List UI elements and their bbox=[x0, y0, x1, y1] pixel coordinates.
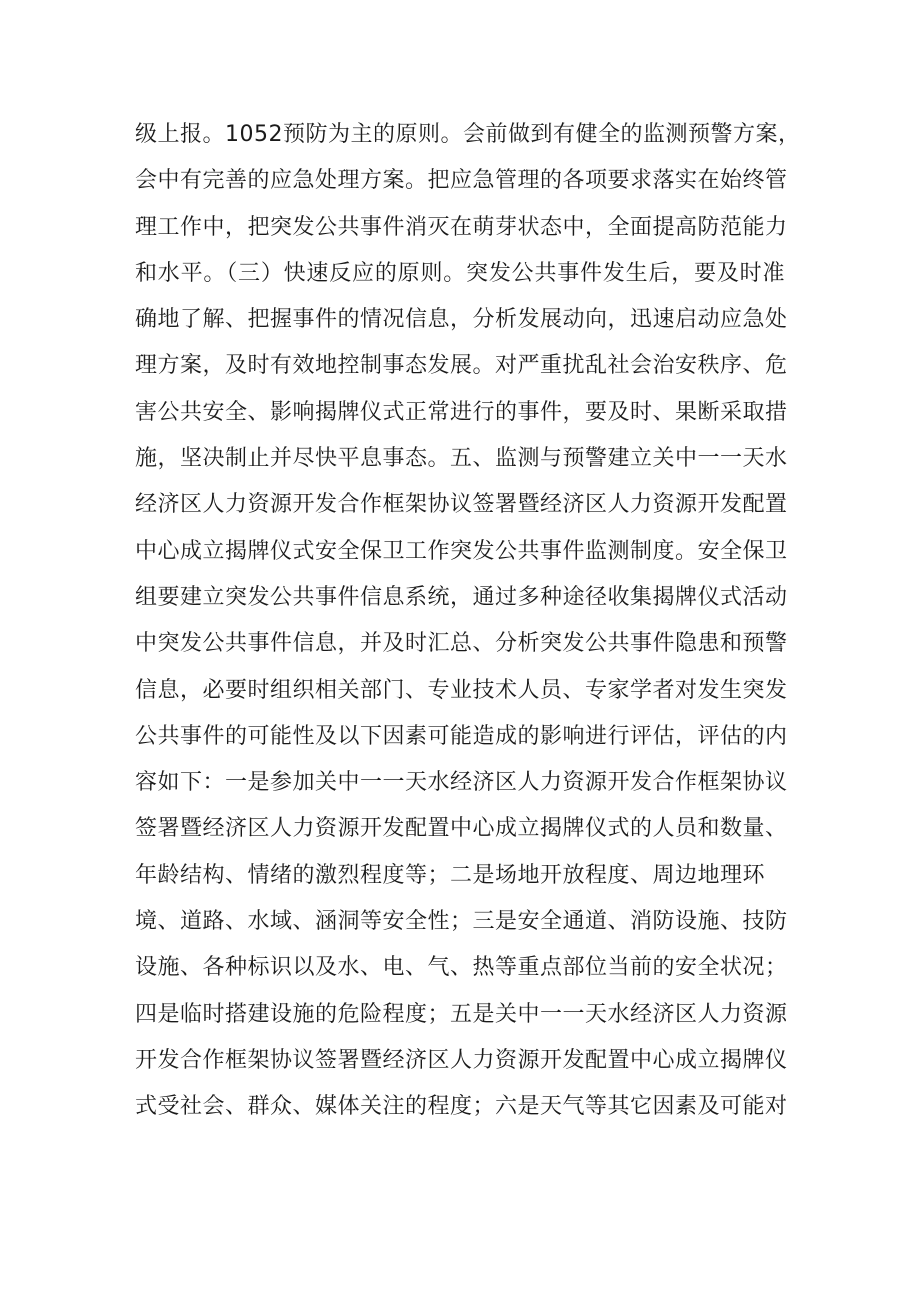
text-line: 和水平。（三）快速反应的原则。突发公共事件发生后，要及时准 bbox=[135, 260, 785, 286]
text-line: 组要建立突发公共事件信息系统，通过多种途径收集揭牌仪式活动 bbox=[135, 584, 788, 610]
text-line: 信息，必要时组织相关部门、专业技术人员、专家学者对发生突发 bbox=[135, 677, 788, 703]
text-line: 四是临时搭建设施的危险程度；五是关中一一天水经济区人力资源 bbox=[135, 1001, 788, 1027]
text-line: 施，坚决制止并尽快平息事态。五、监测与预警建立关中一一天水 bbox=[135, 446, 788, 472]
text-line: 理工作中，把突发公共事件消灭在萌芽状态中，全面提高防范能力 bbox=[135, 214, 788, 240]
text-line: 公共事件的可能性及以下因素可能造成的影响进行评估，评估的内 bbox=[135, 723, 788, 749]
text-line: 年龄结构、情绪的激烈程度等；二是场地开放程度、周边地理环 bbox=[135, 862, 766, 888]
text-line: 设施、各种标识以及水、电、气、热等重点部位当前的安全状况； bbox=[135, 955, 788, 981]
text-line: 签署暨经济区人力资源开发配置中心成立揭牌仪式的人员和数量、 bbox=[135, 816, 788, 842]
text-line: 式受社会、群众、媒体关注的程度；六是天气等其它因素及可能对 bbox=[135, 1094, 788, 1120]
body-text bbox=[135, 112, 801, 1131]
text-line: 经济区人力资源开发合作框架协议签署暨经济区人力资源开发配置 bbox=[135, 492, 788, 518]
text-line: 确地了解、把握事件的情况信息，分析发展动向，迅速启动应急处 bbox=[135, 307, 788, 333]
text-line: 容如下：一是参加关中一一天水经济区人力资源开发合作框架协议 bbox=[135, 770, 788, 796]
text-line: 中心成立揭牌仪式安全保卫工作突发公共事件监测制度。安全保卫 bbox=[135, 538, 788, 564]
text-line: 境、道路、水域、涵洞等安全性；三是安全通道、消防设施、技防 bbox=[135, 909, 788, 935]
text-line: 级上报。1052预防为主的原则。会前做到有健全的监测预警方案， bbox=[135, 122, 801, 147]
text-line: 理方案，及时有效地控制事态发展。对严重扰乱社会治安秩序、危 bbox=[135, 353, 788, 379]
text-line: 开发合作框架协议签署暨经济区人力资源开发配置中心成立揭牌仪 bbox=[135, 1047, 788, 1073]
text-line: 会中有完善的应急处理方案。把应急管理的各项要求落实在始终管 bbox=[135, 168, 788, 194]
text-line: 害公共安全、影响揭牌仪式正常进行的事件，要及时、果断采取措 bbox=[135, 399, 788, 425]
text-line: 中突发公共事件信息，并及时汇总、分析突发公共事件隐患和预警 bbox=[135, 631, 788, 657]
